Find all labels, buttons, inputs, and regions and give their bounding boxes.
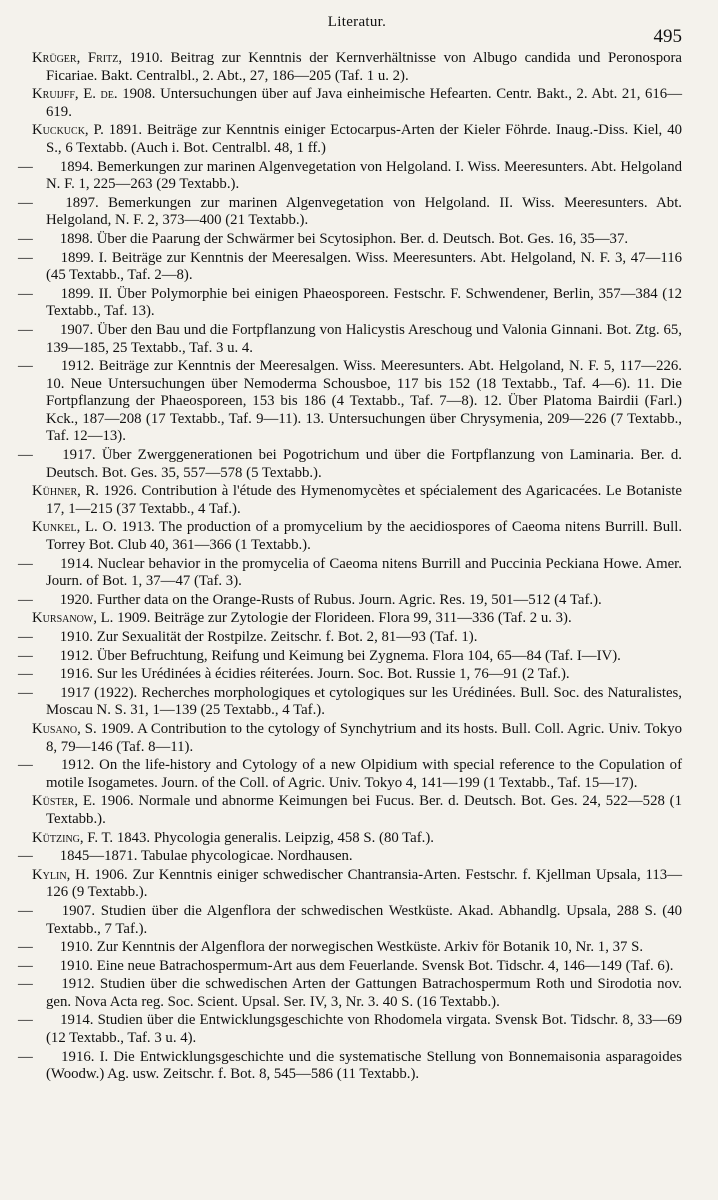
bibliography-entry (32, 86, 682, 121)
entry-citation: 1845—1871. Tabulae phycologicae. Nordhausen. (59, 848, 353, 865)
entry-citation: 1907. Über den Bau und die Fortpflanzung von Halicystis Areschoug und Valonia Ginnani. Bot. Ztg. 65, 139—185, 25 Textabb., Taf. 3 u. 4. (46, 321, 682, 356)
bibliography-entry (18, 902, 683, 938)
running-head (32, 8, 682, 47)
entry-citation: 1912. Studien über die schwedischen Arten der Gattungen Batrachospermum Roth und Sirodotia nov. gen. Nova Acta reg. Soc. Scient. Upsal. Ser. IV, 3, Nr. 3. 40 S. (16 Textabb.). (46, 976, 683, 1010)
bibliography-entry (18, 1012, 682, 1047)
bibliography-entry (18, 285, 682, 321)
ditto-dash: — (18, 1048, 33, 1065)
bibliography-entry (18, 957, 682, 976)
bibliography-entry (32, 50, 682, 85)
bibliography-entry (18, 194, 683, 230)
entry-citation: 1906. Zur Kenntnis einiger schwedischer Chantransia-Arten. Festschr. f. Kjellman Upsala, 113—126 (9 Textabb.). (46, 866, 682, 901)
entry-citation: 1916. Sur les Urédinées à écidies réiterées. Journ. Soc. Bot. Russie 1, 76—91 (2 Taf.). (59, 666, 570, 683)
bibliography-entry (18, 757, 682, 792)
ditto-dash: — (18, 194, 33, 211)
entry-citation: 1926. Contribution à l'étude des Hymenomycètes et spécialement des Agaricacées. Le Botaniste 17, 1—215 (37 Textabb., 4 Taf.). (46, 483, 682, 517)
entry-citation: 1910. Zur Kenntnis der Algenflora der norwegischen Westküste. Arkiv för Botanik 10, Nr. 1, 37 S. (59, 939, 644, 956)
bibliography-entry (32, 483, 682, 518)
ditto-dash: — (18, 555, 33, 572)
ditto-dash: — (18, 757, 33, 774)
ditto-dash: — (18, 848, 33, 865)
ditto-dash: — (18, 629, 33, 645)
entry-citation: 1910. Eine neue Batrachospermum-Art aus dem Feuerlande. Svensk Bot. Tidschr. 4, 146—149 (Taf. 6). (59, 957, 674, 974)
bibliography-entry (18, 358, 682, 446)
bibliography-entry (32, 122, 682, 157)
bibliography-entry (18, 848, 682, 866)
bibliography-entry (18, 249, 682, 285)
bibliography-entry (32, 793, 682, 828)
ditto-dash: — (18, 230, 33, 247)
ditto-dash: — (18, 957, 33, 974)
entry-citation: 1920. Further data on the Orange-Rusts of Rubus. Journ. Agric. Res. 19, 501—512 (4 Taf.). (59, 591, 602, 608)
ditto-dash: — (18, 321, 33, 338)
bibliography-entry (18, 591, 682, 610)
entry-citation: 1914. Studien über die Entwicklungsgeschichte von Rhodomela virgata. Svensk Bot. Tidschr. 8, 33—69 (12 Textabb., Taf. 3 u. 4). (46, 1012, 682, 1047)
entry-citation: 1910. Zur Sexualität der Rostpilze. Zeitschr. f. Bot. 2, 81—93 (Taf. 1). (59, 629, 478, 645)
ditto-dash: — (18, 249, 33, 266)
bibliography-list (18, 50, 683, 1085)
bibliography-entry (32, 721, 682, 756)
bibliography-entry (18, 1048, 682, 1084)
ditto-dash: — (18, 285, 33, 302)
ditto-dash: — (18, 591, 33, 608)
bibliography-entry (18, 939, 682, 957)
ditto-dash: — (18, 447, 33, 464)
entry-citation: 1917 (1922). Recherches morphologiques et cytologiques sur les Urédinées. Bull. Soc. des Naturalistes, Moscau N. S. 31, 1—139 (25 Textabb., 4 Taf.). (46, 684, 682, 719)
ditto-dash: — (18, 1012, 33, 1029)
entry-citation: 1898. Über die Paarung der Schwärmer bei Scytosiphon. Ber. d. Deutsch. Bot. Ges. 16, 35—37. (59, 230, 629, 247)
bibliography-entry (32, 867, 682, 902)
entry-citation: 1917. Über Zwerggenerationen bei Pogotrichum und über die Fortpflanzung von Laminaria. Ber. d. Deutsch. Bot. Ges. 35, 557—578 (5 Textabb.). (46, 447, 682, 481)
bibliography-entry (18, 629, 682, 647)
entry-author: Kützing, F. T. (32, 829, 114, 846)
entry-citation: 1909. A Contribution to the cytology of Synchytrium and its hosts. Bull. Coll. Agric. Univ. Tokyo 8, 79—146 (Taf. 8—11). (46, 720, 683, 755)
entry-citation: 1894. Bemerkungen zur marinen Algenvegetation von Helgoland. I. Wiss. Meeresunters. Abt. Helgoland N. F. 1, 225—263 (29 Textabb.). (46, 158, 682, 193)
ditto-dash: — (18, 684, 33, 701)
entry-citation: 1914. Nuclear behavior in the promycelia of Caeoma nitens Burrill and Puccinia Peckiana Howe. Amer. Journ. of Bot. 1, 37—47 (Taf. 3). (46, 555, 682, 590)
bibliography-entry (18, 555, 682, 591)
ditto-dash: — (18, 666, 33, 683)
entry-citation: 1909. Beiträge zur Zytologie der Florideen. Flora 99, 311—336 (Taf. 2 u. 3). (117, 610, 572, 627)
bibliography-entry (18, 976, 683, 1011)
ditto-dash: — (18, 358, 33, 375)
running-head-title: Literatur. (327, 14, 387, 30)
bibliography-entry (18, 647, 682, 666)
bibliography-entry (18, 666, 682, 684)
bibliography-entry (32, 519, 682, 554)
bibliography-entry (18, 684, 682, 720)
entry-citation: 1906. Normale und abnorme Keimungen bei Fucus. Ber. d. Deutsch. Bot. Ges. 24, 522—528 (1 Textabb.). (46, 793, 682, 827)
entry-citation: 1908. Untersuchungen über auf Java einheimische Hefearten. Centr. Bakt., 2. Abt. 21, 616—619. (46, 86, 682, 120)
entry-citation: 1910. Beitrag zur Kenntnis der Kernverhältnisse von Albugo candida und Peronospora Ficariae. Bakt. Centralbl., 2. Abt., 27, 186—205 (Taf. 1 u. 2). (46, 50, 682, 84)
entry-author: Krüger, Fritz, (32, 50, 123, 66)
entry-citation: 1912. Beiträge zur Kenntnis der Meeresalgen. Wiss. Meeresunters. Abt. Helgoland, N. F. 5, 117—226. 10. Neue Untersuchungen über Nemoderma Schousboe, 117 bis 152 (18 Textabb., Taf. 4—6). 11. Die Fortpflanzung der Phaeosporeen, 153 bis 186 (4 Textabb., Taf. 7—8). 12. Über Platoma Bairdii (Farl.) Kck., 187—208 (17 Textabb., Taf. 9—11). 13. Untersuchungen über Chrysymenia, 209—226 (7 Textabb., Taf. 12—13). (46, 358, 682, 445)
bibliography-entry (32, 830, 682, 848)
entry-citation: 1891. Beiträge zur Kenntnis einiger Ectocarpus-Arten der Kieler Föhrde. Inaug.-Diss. Kiel, 40 S., 6 Textabb. (Auch i. Bot. Centralbl. 48, 1 ff.) (46, 122, 682, 156)
bibliography-entry (32, 610, 682, 628)
entry-citation: 1907. Studien über die Algenflora der schwedischen Westküste. Akad. Abhandlg. Upsala, 288 S. (40 Textabb., 7 Taf.). (46, 902, 683, 937)
entry-author: Kuckuck, P. (32, 122, 104, 139)
entry-author: Kühner, R. (32, 483, 99, 500)
ditto-dash: — (18, 976, 33, 993)
ditto-dash: — (18, 647, 33, 664)
ditto-dash: — (18, 158, 33, 175)
entry-author: Kruijff, E. de. (32, 86, 118, 103)
bibliography-entry (18, 158, 682, 194)
ditto-dash: — (18, 902, 33, 919)
entry-citation: 1916. I. Die Entwicklungsgeschichte und die systematische Stellung von Bonnemaisonia asparagoides (Woodw.) Ag. usw. Zeitschr. f. Bot. 8, 545—586 (11 Textabb.). (46, 1048, 682, 1083)
entry-citation: 1913. The production of a promycelium by the aecidiospores of Caeoma nitens Burrill. Bull. Torrey Bot. Club 40, 361—366 (1 Textabb.). (46, 519, 683, 554)
entry-citation: 1843. Phycologia generalis. Leipzig, 458 S. (80 Taf.). (116, 829, 434, 846)
ditto-dash: — (18, 939, 33, 956)
entry-author: Kusano, S. (32, 720, 97, 737)
entry-author: Küster, E. (32, 793, 96, 810)
bibliography-entry (18, 230, 682, 249)
entry-citation: 1899. I. Beiträge zur Kenntnis der Meeresalgen. Wiss. Meeresunters. Abt. Helgoland, N. F. 3, 47—116 (45 Textabb., Taf. 2—8). (46, 249, 682, 284)
entry-author: Kursanow, L. (32, 610, 114, 627)
entry-citation: 1912. On the life-history and Cytology of a new Olpidium with special reference to the Copulation of motile Isogametes. Journ. of the Coll. of Agric. Univ. Tokyo 4, 141—199 (1 Textabb., Taf. 15—17). (46, 757, 682, 791)
entry-citation: 1912. Über Befruchtung, Reifung und Keimung bei Zygnema. Flora 104, 65—84 (Taf. I—IV). (59, 647, 621, 664)
page-number: 495 (653, 26, 682, 47)
entry-author: Kunkel, L. O. (32, 519, 117, 536)
bibliography-entry (18, 447, 682, 482)
bibliography-entry (18, 321, 682, 357)
entry-citation: 1897. Bemerkungen zur marinen Algenvegetation von Helgoland. II. Wiss. Meeresunters. Abt. Helgoland, N. F. 2, 373—400 (21 Textabb.). (46, 194, 683, 229)
entry-author: Kylin, H. (32, 866, 90, 883)
entry-citation: 1899. II. Über Polymorphie bei einigen Phaeosporeen. Festschr. F. Schwendener, Berlin, 357—384 (12 Textabb., Taf. 13). (46, 285, 682, 320)
